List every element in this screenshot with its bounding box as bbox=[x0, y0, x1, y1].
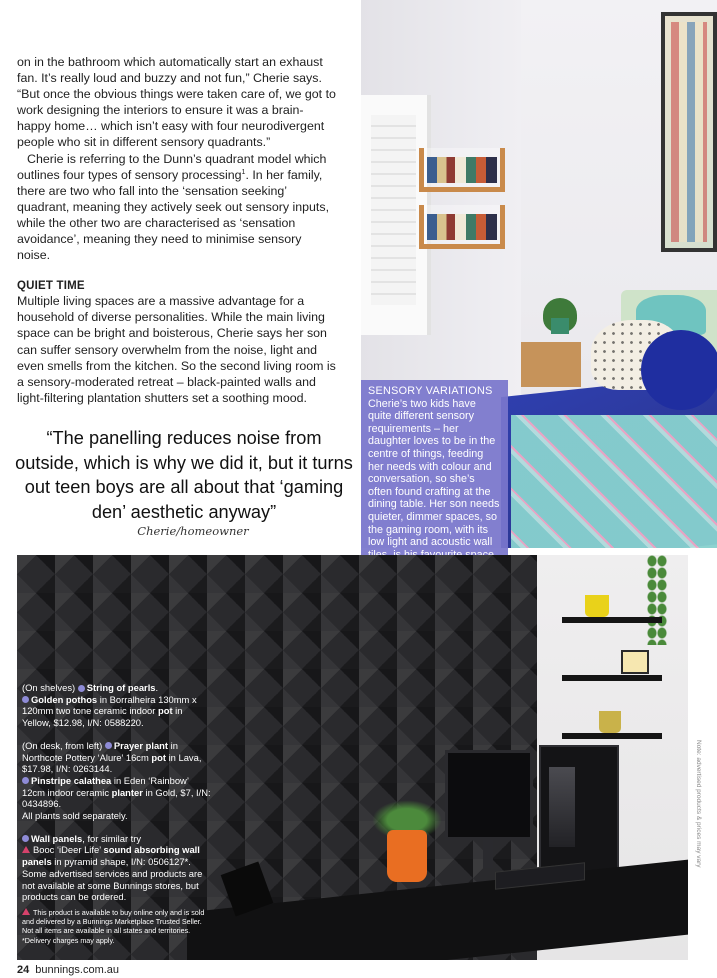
caption-panels bbox=[22, 833, 212, 903]
page-number: 24 bbox=[17, 964, 30, 976]
gaming-pc bbox=[539, 745, 619, 880]
product-name: Prayer plant bbox=[113, 739, 169, 751]
round-blue-cushion bbox=[641, 330, 717, 410]
gold-pot bbox=[599, 711, 621, 733]
marketplace-triangle-icon bbox=[22, 846, 30, 853]
website-link[interactable]: bunnings.com.au bbox=[35, 964, 120, 976]
monitor bbox=[445, 750, 533, 840]
picture-frame bbox=[621, 650, 649, 674]
caption-shelves bbox=[22, 682, 212, 729]
caption-text: in pyramid shape, I/N: 0506127*. Some advertised services and products are not available at some Bunnings stores, but products can be ordered. bbox=[22, 856, 203, 903]
fine-print-text: This product is available to buy online only and is sold and delivered by a Bunnings Marketplace Trusted Seller. Not all items are available in all states and territories. bbox=[22, 907, 205, 936]
caption-text: in Lava, $17.98, I/N: 0263144. bbox=[22, 751, 202, 775]
wall-shelf bbox=[562, 675, 662, 681]
footnote-marker: 1 bbox=[241, 168, 246, 176]
quote-attribution: Cherie/homeowner bbox=[137, 524, 249, 538]
vertical-credit: Note: advertised products & prices may vary bbox=[695, 740, 702, 868]
wall-shelf bbox=[562, 617, 662, 623]
marketplace-triangle-icon bbox=[22, 908, 30, 915]
product-caption bbox=[22, 682, 212, 945]
article-paragraph-2 bbox=[17, 151, 337, 264]
caption-text: Booc ‘iDeer Life’ bbox=[33, 844, 104, 856]
product-name: pot bbox=[151, 751, 166, 763]
article-paragraph-2-tail: . In her family, there are two who fall into the ‘sensation seeking’ quadrant, meaning they actively seek out sensory inputs, while the other two are characterised as ‘sensation avoidance’, meaning they need to minimise sensory noise. bbox=[17, 167, 330, 263]
caption-text: , for similar try bbox=[82, 832, 142, 844]
yellow-pot bbox=[585, 595, 609, 617]
nightstand bbox=[521, 342, 581, 387]
section-heading: QUIET TIME bbox=[17, 280, 85, 293]
page-footer bbox=[17, 964, 119, 976]
bullet-dot-icon bbox=[22, 777, 29, 784]
pull-quote: “The panelling reduces noise from outside, which is why we did it, but it turns out teen boys are all about that ‘gaming den’ aesthetic anyway” bbox=[15, 428, 353, 522]
product-name: Golden pothos bbox=[31, 693, 98, 705]
orange-pot bbox=[387, 830, 427, 882]
caption-text: in Yellow, $12.98, I/N: 0588220. bbox=[22, 705, 183, 729]
caption-desk bbox=[22, 740, 212, 822]
product-name: pot bbox=[158, 705, 173, 717]
books bbox=[427, 157, 497, 183]
article-paragraph-2-text: Cherie is referring to the Dunn’s quadrant model which outlines four types of sensory processing bbox=[17, 151, 327, 182]
wall-shelf bbox=[562, 733, 662, 739]
caption-text: (On shelves) bbox=[22, 682, 76, 693]
caption-text: in Northcote Pottery ‘Alure’ 16cm bbox=[22, 739, 178, 763]
bullet-dot-icon bbox=[22, 835, 29, 842]
plaid-quilt bbox=[511, 415, 717, 548]
product-name: String of pearls bbox=[86, 682, 156, 693]
string-of-pearls-plant bbox=[647, 555, 667, 645]
caption-text: in Borralheira 130mm x 120mm two tone ceramic indoor bbox=[22, 693, 197, 717]
caption-text: in Eden ‘Rainbow’ 12cm indoor ceramic bbox=[22, 774, 189, 798]
caption-text: in Gold, $7, I/N: 0434896. bbox=[22, 786, 211, 810]
book-shelf-lower bbox=[419, 205, 505, 249]
bedside-pot bbox=[551, 318, 569, 334]
fine-print-text: *Delivery charges may apply. bbox=[22, 935, 115, 945]
board-game-poster bbox=[661, 12, 717, 252]
article-paragraph-3: Multiple living spaces are a massive advantage for a household of diverse personalities. While the main living space can be bright and boisterous, Cherie says her son can suffer sensory overwhelm from the noise, light and even smells from the kitchen. So the second living room is a sensory-moderated retreat – black-painted walls and light-filtering plantation shutters set a soothing mood. bbox=[17, 294, 336, 405]
article-paragraph-1: on in the bathroom which automatically start an exhaust fan. It’s really loud and buzzy and not fun,” Cherie says. “But once the obvious things were taken care of, we got to work designing the interiors to ensure it was a brain-happy home… which isn’t easy with four neurodivergent people who sit in different sensory quadrants.” bbox=[17, 55, 336, 150]
bullet-dot-icon bbox=[78, 685, 85, 692]
sidebar-body: Cherie’s two kids have quite different sensory requirements – her daughter loves to be in the centre of things, feeding her needs with colour and conversation, so she’s often found crafting at the dining table. Her son needs quieter, dimmer spaces, so the gaming room, with its low light and acoustic wall bbox=[368, 397, 500, 549]
product-name: Wall panels bbox=[31, 832, 83, 844]
sidebar-heading: SENSORY VARIATIONS bbox=[368, 385, 493, 397]
book-shelf-upper bbox=[419, 148, 505, 192]
monitor-stand bbox=[483, 840, 493, 868]
bullet-dot-icon bbox=[22, 696, 29, 703]
product-name: Pinstripe calathea bbox=[31, 774, 112, 786]
product-name: sound absorbing wall panels bbox=[22, 844, 200, 868]
bullet-dot-icon bbox=[105, 742, 112, 749]
caption-text: . bbox=[155, 682, 159, 693]
product-name: planter bbox=[111, 786, 143, 798]
article-body bbox=[17, 54, 337, 406]
caption-text: All plants sold separately. bbox=[22, 810, 128, 822]
fine-print bbox=[22, 908, 212, 945]
books bbox=[427, 214, 497, 240]
sensory-variations-box bbox=[361, 380, 508, 576]
caption-text: (On desk, from left) bbox=[22, 739, 103, 751]
